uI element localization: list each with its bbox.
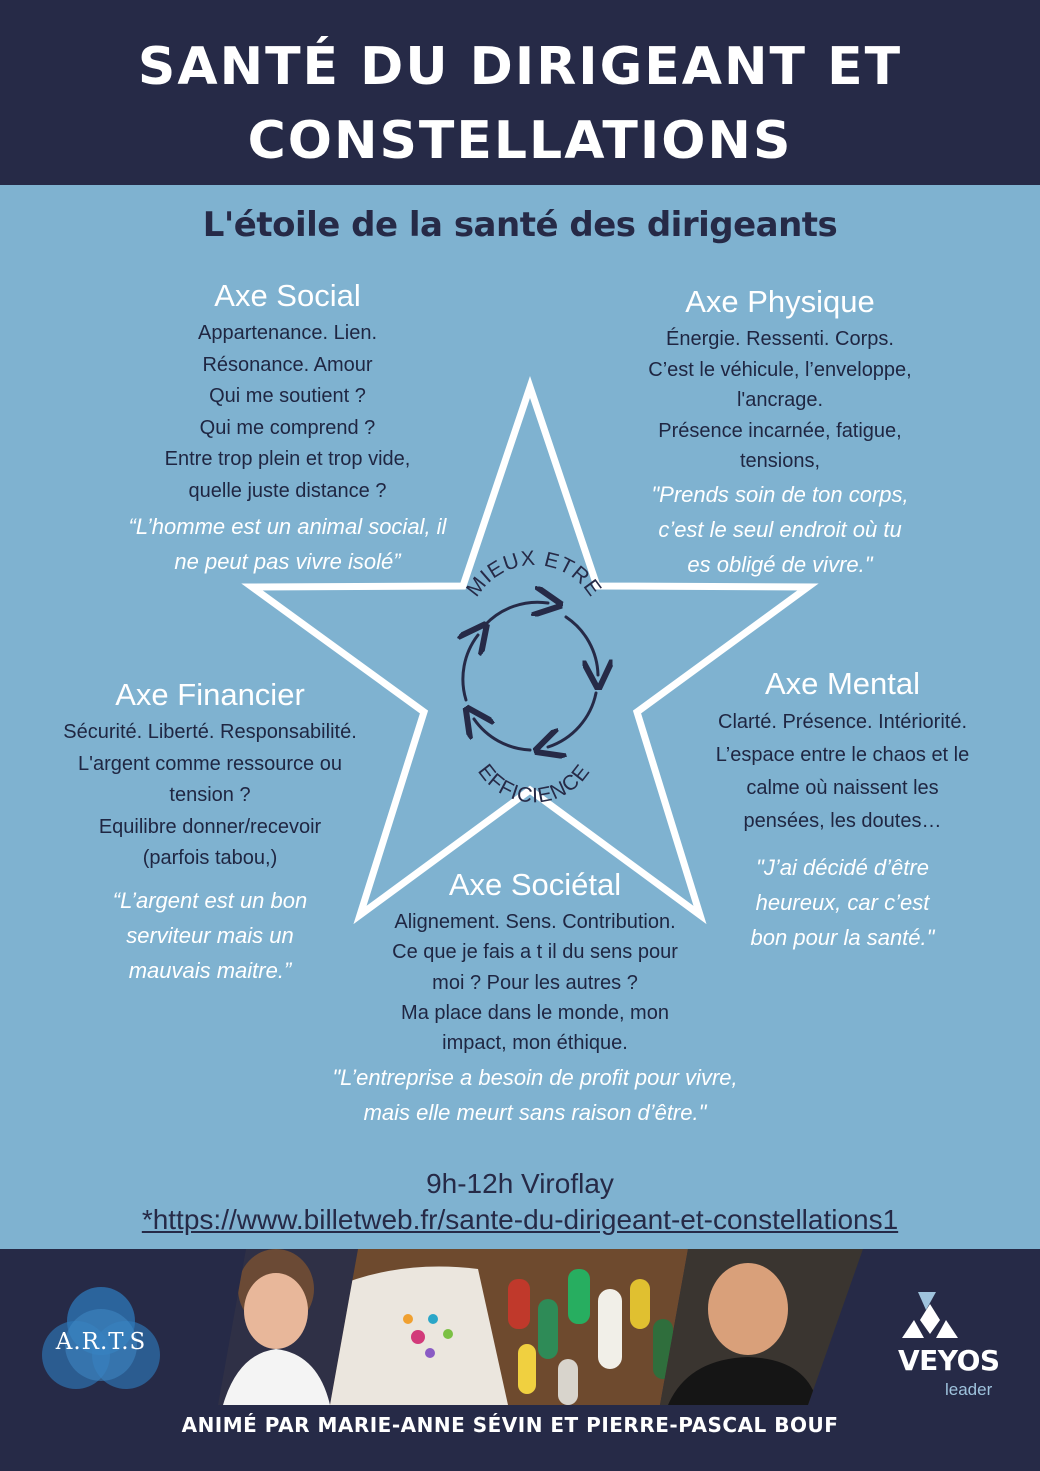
axis-financier-description: Sécurité. Liberté. Responsabilité. L'argent comme ressource ou tension ? Equilibre donner/recevoir (parfois tabou,)	[63, 721, 357, 869]
axis-social-quote: “L’homme est un animal social, il ne peut pas vivre isolé”	[128, 514, 447, 574]
axis-mental-title: Axe Mental	[764, 666, 921, 701]
axis-physique-description: Énergie. Ressenti. Corps. C’est le véhicule, l’enveloppe, l'ancrage. Présence incarnée, fatigue, tensions,	[648, 328, 912, 472]
axis-mental-quote: "J’ai décidé d’être heureux, car c’est bon pour la santé."	[750, 855, 935, 950]
facilitators-credits: ANIMÉ PAR MARIE-ANNE SÉVIN ET PIERRE-PASCAL BOUF	[181, 1413, 839, 1437]
veyos-logo-text: VEYOS	[898, 1344, 1000, 1377]
event-time-place: 9h-12h Viroflay	[426, 1168, 614, 1199]
axis-physique-quote: "Prends soin de ton corps, c’est le seul endroit où tu es obligé de vivre."	[651, 481, 909, 577]
axis-societal-description: Alignement. Sens. Contribution. Ce que je fais a t il du sens pour moi ? Pour les autres ? Ma place dans le monde, mon impact, mon éthique.	[392, 911, 678, 1055]
axis-physique-title: Axe Physique	[685, 284, 875, 319]
axis-physique	[560, 284, 1000, 582]
veyos-logo-subtext: leader	[945, 1380, 993, 1399]
photo-constellation-figures	[328, 1249, 693, 1405]
axis-social	[60, 278, 515, 579]
axis-financier-title: Axe Financier	[115, 677, 305, 712]
axis-social-description: Appartenance. Lien. Résonance. Amour Qui me soutient ? Qui me comprend ? Entre trop plein et trop vide, quelle juste distance ?	[164, 322, 411, 502]
arts-logo-text: A.R.T.S	[55, 1329, 147, 1355]
registration-link[interactable]: *https://www.billetweb.fr/sante-du-dirigeant-et-constellations1	[141, 1204, 899, 1235]
veyos-logo-icon	[900, 1290, 960, 1342]
axis-mental-description: Clarté. Présence. Intériorité. L’espace entre le chaos et le calme où naissent les pensées, les doutes…	[715, 711, 970, 832]
page-title	[0, 30, 1040, 178]
axis-financier-quote: “L’argent est un bon serviteur mais un mauvais maitre.”	[112, 887, 308, 983]
axis-societal-title: Axe Sociétal	[448, 867, 622, 902]
axis-societal	[270, 867, 800, 1130]
title-line-2: CONSTELLATIONS	[247, 111, 793, 171]
subtitle: L'étoile de la santé des dirigeants	[202, 205, 838, 245]
facilitators-photo-strip	[218, 1249, 863, 1405]
axis-societal-quote: "L’entreprise a besoin de profit pour vivre, mais elle meurt sans raison d’être."	[332, 1065, 738, 1126]
cycle-arrows-icon	[463, 602, 598, 750]
star-label-efficience: EFFICIENCE	[473, 759, 595, 808]
title-line-1: SANTÉ DU DIRIGEANT ET	[137, 37, 903, 97]
axis-social-title: Axe Social	[214, 278, 361, 313]
photo-pierre-pascal	[658, 1249, 863, 1405]
header-banner	[0, 0, 1040, 185]
star-label-mieux-etre: MIEUX ETRE	[462, 546, 607, 602]
